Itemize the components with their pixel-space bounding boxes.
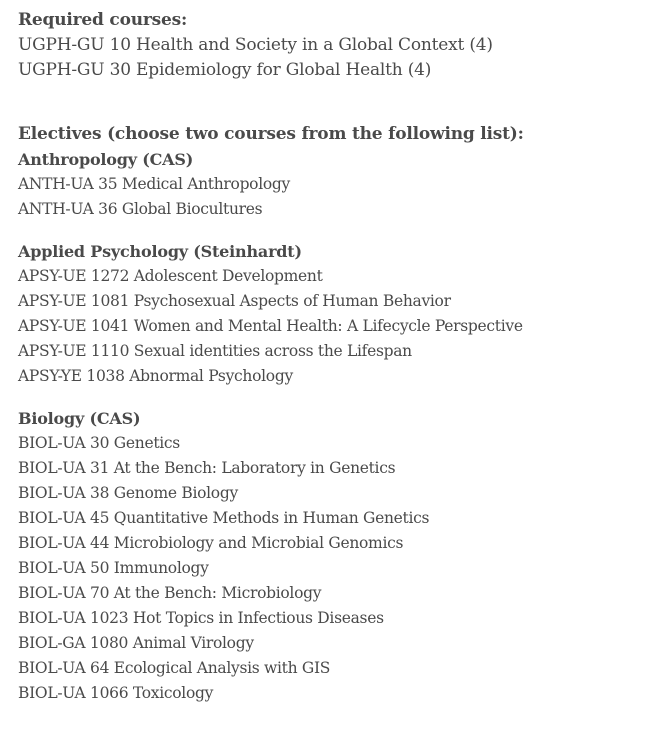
course-item: APSY-UE 1272 Adolescent Development <box>18 267 323 285</box>
required-courses-list <box>18 33 650 83</box>
required-course-item: UGPH-GU 30 Epidemiology for Global Health (4) <box>18 60 432 80</box>
course-item: BIOL-UA 1023 Hot Topics in Infectious Diseases <box>18 609 384 627</box>
course-item: BIOL-UA 31 At the Bench: Laboratory in Genetics <box>18 459 396 477</box>
required-course-item: UGPH-GU 10 Health and Society in a Global Context (4) <box>18 35 493 55</box>
course-item: BIOL-UA 64 Ecological Analysis with GIS <box>18 659 331 677</box>
course-item: ANTH-UA 36 Global Biocultures <box>18 200 263 218</box>
elective-group-title: Biology (CAS) <box>18 409 141 428</box>
course-item: ANTH-UA 35 Medical Anthropology <box>18 175 290 193</box>
course-item: BIOL-UA 45 Quantitative Methods in Human Genetics <box>18 509 430 527</box>
elective-group-title: Anthropology (CAS) <box>18 150 194 169</box>
elective-group-applied-psychology <box>18 239 650 389</box>
course-item: APSY-YE 1038 Abnormal Psychology <box>18 367 293 385</box>
course-item: BIOL-UA 38 Genome Biology <box>18 484 238 502</box>
elective-group-biology <box>18 406 650 706</box>
course-item: BIOL-GA 1080 Animal Virology <box>18 634 254 652</box>
course-item: APSY-UE 1110 Sexual identities across the Lifespan <box>18 342 412 360</box>
elective-group-title: Applied Psychology (Steinhardt) <box>18 242 302 261</box>
course-item: APSY-UE 1081 Psychosexual Aspects of Human Behavior <box>18 292 451 310</box>
course-item: BIOL-UA 1066 Toxicology <box>18 684 214 702</box>
course-item: APSY-UE 1041 Women and Mental Health: A Lifecycle Perspective <box>18 317 523 335</box>
course-item: BIOL-UA 44 Microbiology and Microbial Genomics <box>18 534 404 552</box>
elective-group-anthropology <box>18 147 650 222</box>
required-courses-section <box>18 8 650 83</box>
required-courses-heading: Required courses: <box>18 10 188 30</box>
course-item: BIOL-UA 30 Genetics <box>18 434 180 452</box>
electives-heading: Electives (choose two courses from the following list): <box>18 124 524 144</box>
course-item: BIOL-UA 50 Immunology <box>18 559 209 577</box>
course-item: BIOL-UA 70 At the Bench: Microbiology <box>18 584 322 602</box>
